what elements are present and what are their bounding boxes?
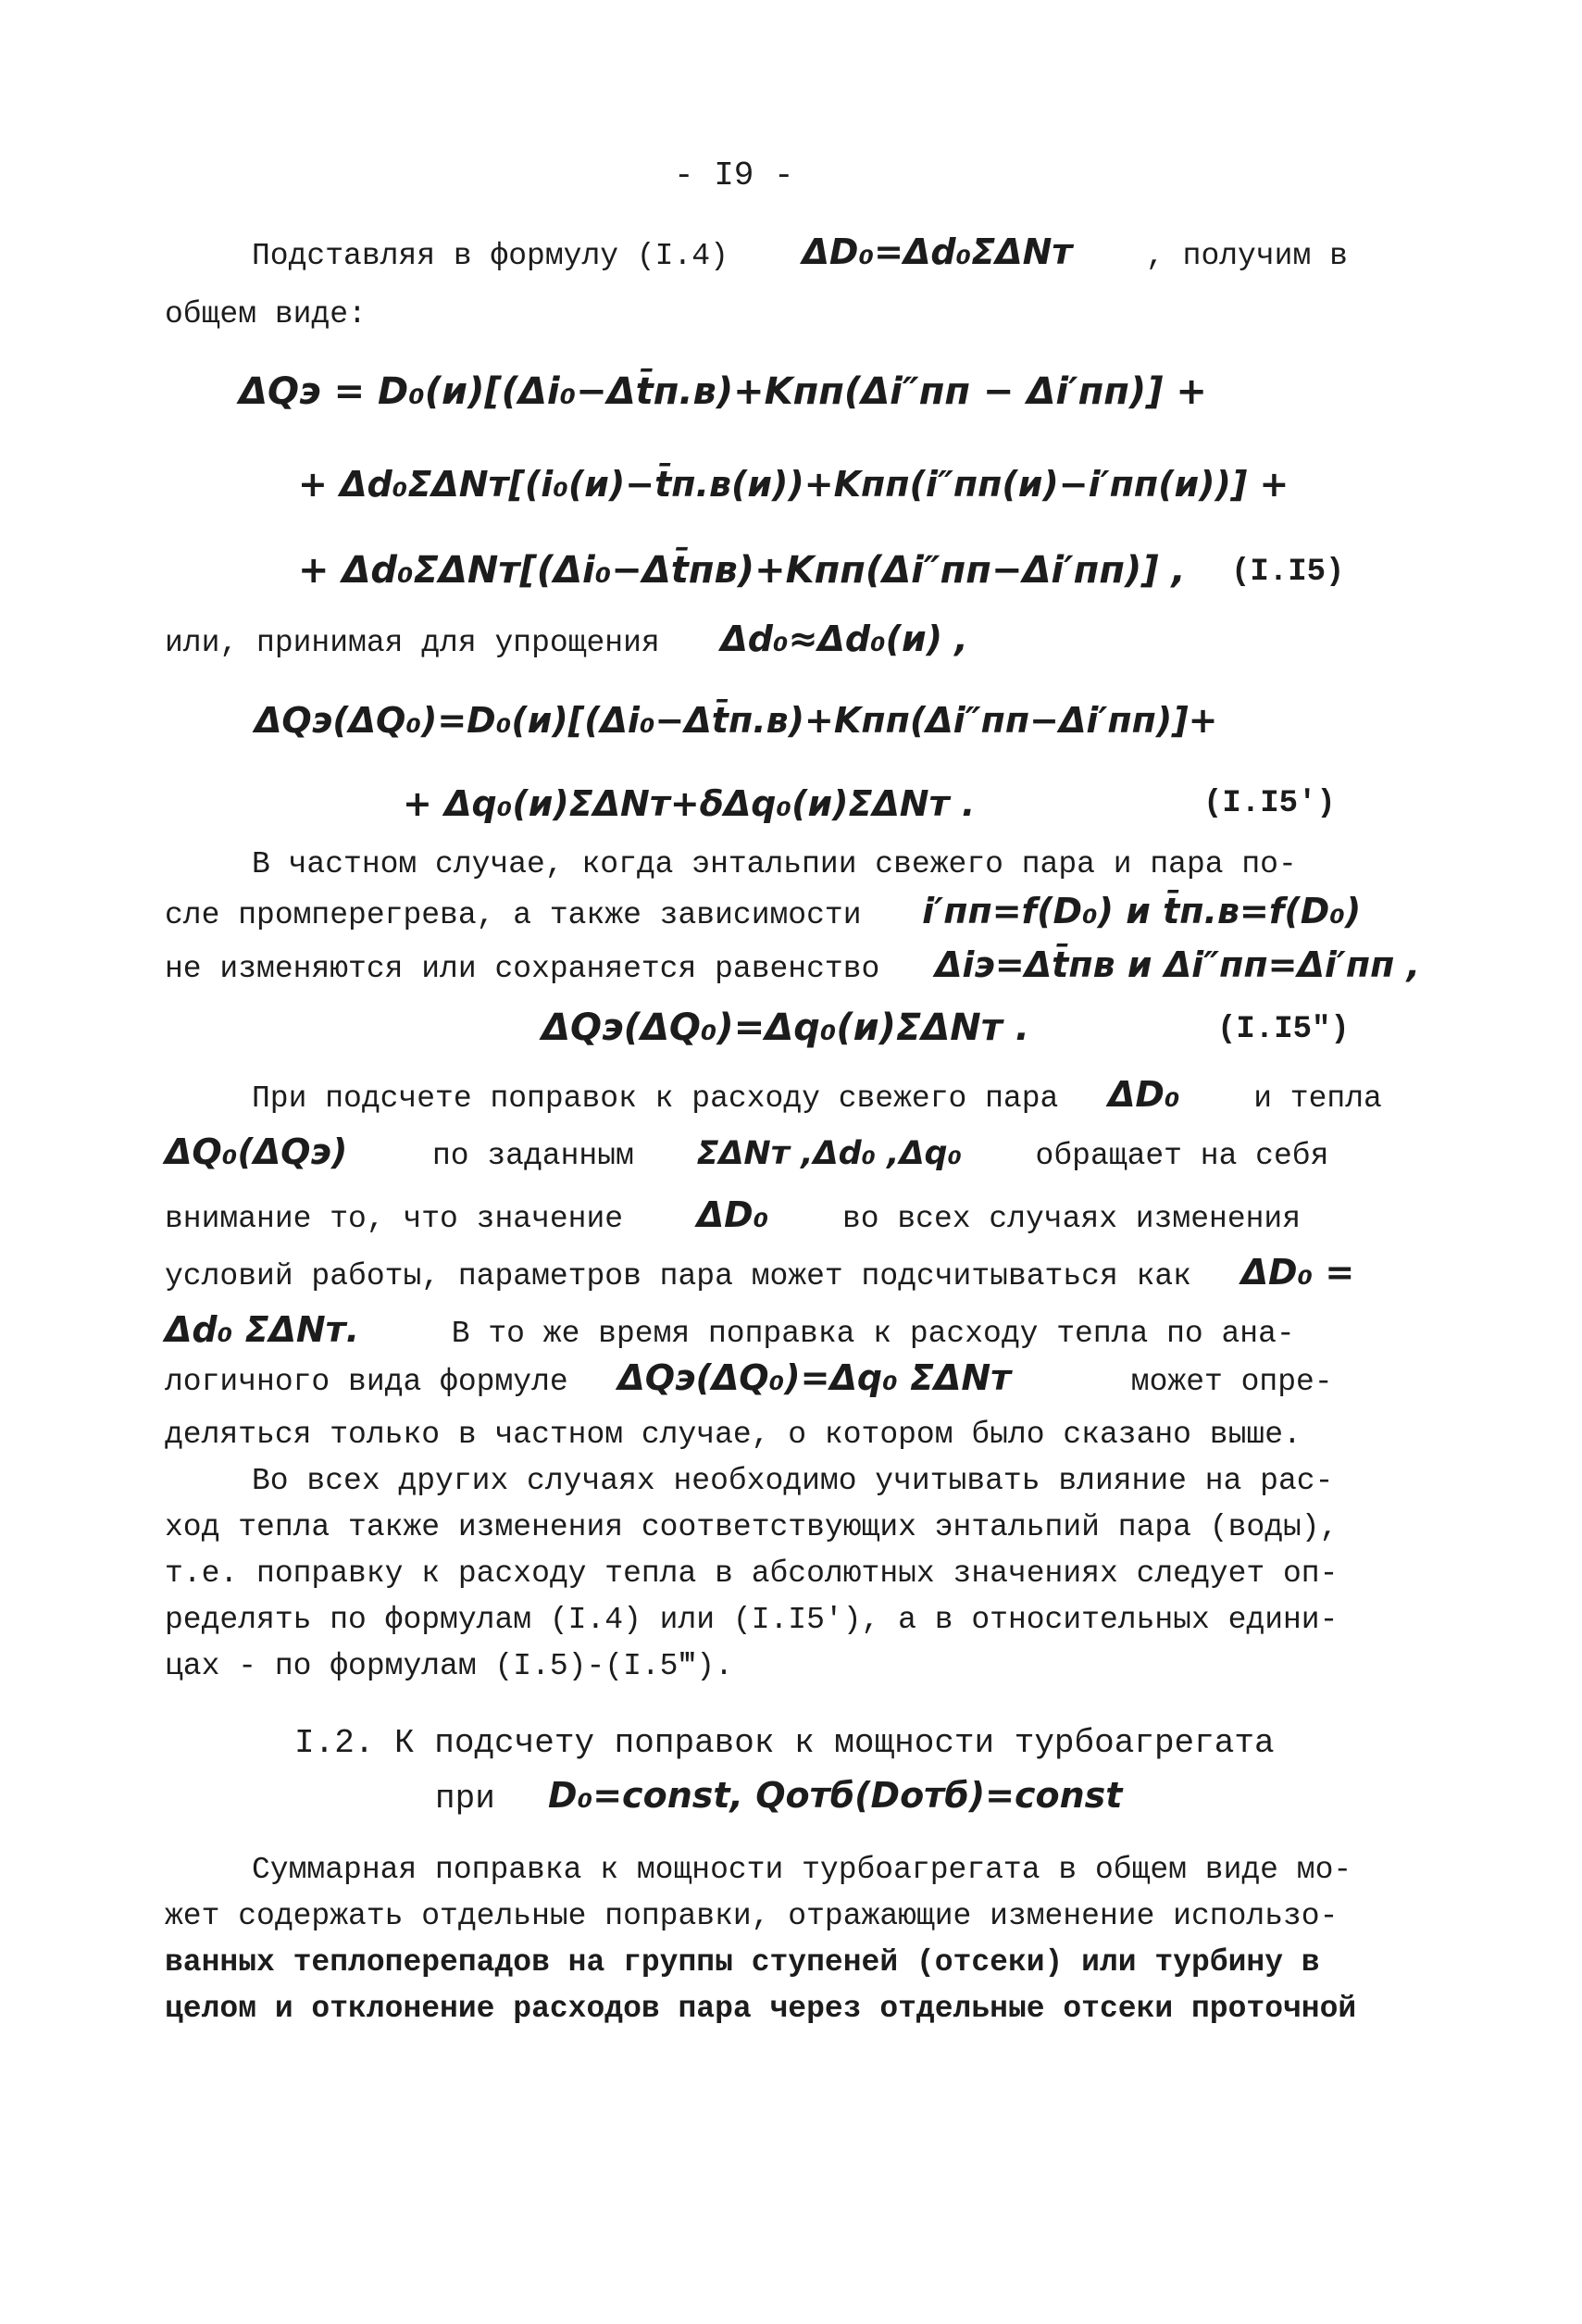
- paragraph-line: В частном случае, когда энтальпии свежего пара и пара по-: [252, 847, 1297, 881]
- formula-inline: i′пп=f(D₀) и t̄п.в=f(D₀): [922, 891, 1362, 931]
- section-heading: [435, 1772, 1122, 1822]
- paragraph-line: [165, 891, 1361, 936]
- formula-inline: ΔQ₀(ΔQэ): [165, 1131, 348, 1172]
- formula-inline: Δd₀≈Δd₀(и) ,: [720, 618, 968, 659]
- paragraph-line: цах - по формулам (I.5)-(I.5‴).: [165, 1649, 733, 1683]
- text: при: [435, 1780, 495, 1818]
- text: обращает на себя: [1035, 1139, 1329, 1173]
- text: или, принимая для упрощения: [165, 626, 660, 660]
- formula-inline: ΔQэ(ΔQ₀)=Δq₀ ΣΔNт: [617, 1357, 1012, 1398]
- text: может опре-: [1130, 1365, 1333, 1399]
- text: внимание то, что значение: [165, 1202, 624, 1236]
- paragraph-line: Суммарная поправка к мощности турбоагрегата в общем виде мо-: [252, 1853, 1352, 1887]
- paragraph-line: общем виде:: [165, 297, 367, 331]
- equation-number: (I.I5): [1231, 555, 1345, 590]
- paragraph-line: [165, 1309, 1295, 1355]
- formula-inline: ΔD₀: [696, 1194, 769, 1235]
- equation-number: (I.I5′): [1203, 786, 1336, 821]
- text: во всех случаях изменения: [841, 1202, 1302, 1236]
- paragraph-line: Во всех других случаях необходимо учитывать влияние на рас-: [252, 1464, 1334, 1498]
- equation-line: + Δq₀(и)ΣΔNт+δΔq₀(и)ΣΔNт .: [403, 783, 976, 824]
- paragraph-line: [252, 1074, 1382, 1119]
- text: логичного вида формуле: [165, 1365, 568, 1399]
- text: по заданным: [431, 1139, 634, 1173]
- formula-inline: ΔD₀: [1107, 1074, 1180, 1115]
- formula-inline: Δiэ=Δt̄пв и Δi″пп=Δi′пп ,: [934, 944, 1421, 985]
- paragraph-line: т.е. поправку к расходу тепла в абсолютных значениях следует оп-: [165, 1556, 1339, 1591]
- equation-number: (I.I5"): [1217, 1012, 1350, 1047]
- paragraph-line: [165, 1194, 1301, 1240]
- equation-line: ΔQэ(ΔQ₀)=Δq₀(и)ΣΔNт .: [542, 1006, 1029, 1049]
- paragraph-line: [165, 1252, 1354, 1297]
- equation-line: + Δd₀ΣΔNт[(i₀(и)−t̄п.в(и))+Kпп(i″пп(и)−i′пп(и))] +: [298, 464, 1289, 505]
- equation-line: + Δd₀ΣΔNт[(Δi₀−Δt̄пв)+Kпп(Δi″пп−Δi′пп)] ,: [298, 549, 1186, 592]
- equation-line: ΔQэ = D₀(и)[(Δi₀−Δt̄п.в)+Kпп(Δi″пп − Δi′пп)] +: [239, 370, 1207, 413]
- page-number: - I9 -: [674, 156, 794, 194]
- formula-inline: Δd₀ ΣΔNт.: [165, 1309, 360, 1350]
- text: При подсчете поправок к расходу свежего пара: [252, 1081, 1059, 1116]
- paragraph-line: ванных теплоперепадов на группы ступеней (отсеки) или турбину в: [165, 1945, 1320, 1980]
- formula-inline: ΔD₀ =: [1240, 1252, 1355, 1293]
- text: Подставляя в формулу (I.4): [252, 239, 729, 273]
- paragraph-line: ределять по формулам (I.4) или (I.I5′), а в относительных едини-: [165, 1603, 1339, 1637]
- formula-inline: ΔD₀=Δd₀ΣΔNт: [802, 231, 1073, 272]
- paragraph-line: целом и отклонение расходов пара через отдельные отсеки проточной: [165, 1992, 1357, 2026]
- text: условий работы, параметров пара может подсчитываться как: [165, 1259, 1191, 1293]
- equation-line: ΔQэ(ΔQ₀)=D₀(и)[(Δi₀−Δt̄п.в)+Kпп(Δi″пп−Δi′пп)]+: [255, 700, 1218, 741]
- text: сле промперегрева, а также зависимости: [165, 898, 862, 932]
- section-heading: I.2. К подсчету поправок к мощности турбоагрегата: [294, 1724, 1275, 1762]
- paragraph-line: [252, 231, 1348, 277]
- formula-inline: ΣΔNт ,Δd₀ ,Δq₀: [696, 1135, 962, 1172]
- text: , получим в: [1146, 239, 1348, 273]
- text: не изменяются или сохраняется равенство: [165, 952, 880, 986]
- formula-inline: D₀=const, Qотб(Dотб)=const: [548, 1775, 1123, 1816]
- paragraph-line: ход тепла также изменения соответствующих энтальпий пара (воды),: [165, 1510, 1339, 1544]
- paragraph-line: [165, 944, 1420, 990]
- paragraph-line: жет содержать отдельные поправки, отражающие изменение использо-: [165, 1899, 1339, 1933]
- text: и тепла: [1253, 1081, 1382, 1116]
- text: В то же время поправка к расходу тепла по ана-: [451, 1317, 1295, 1351]
- paragraph-line: [165, 618, 968, 664]
- paragraph-line: деляться только в частном случае, о котором было сказано выше.: [165, 1418, 1302, 1452]
- paragraph-line: [165, 1131, 1328, 1177]
- paragraph-line: [165, 1357, 1333, 1403]
